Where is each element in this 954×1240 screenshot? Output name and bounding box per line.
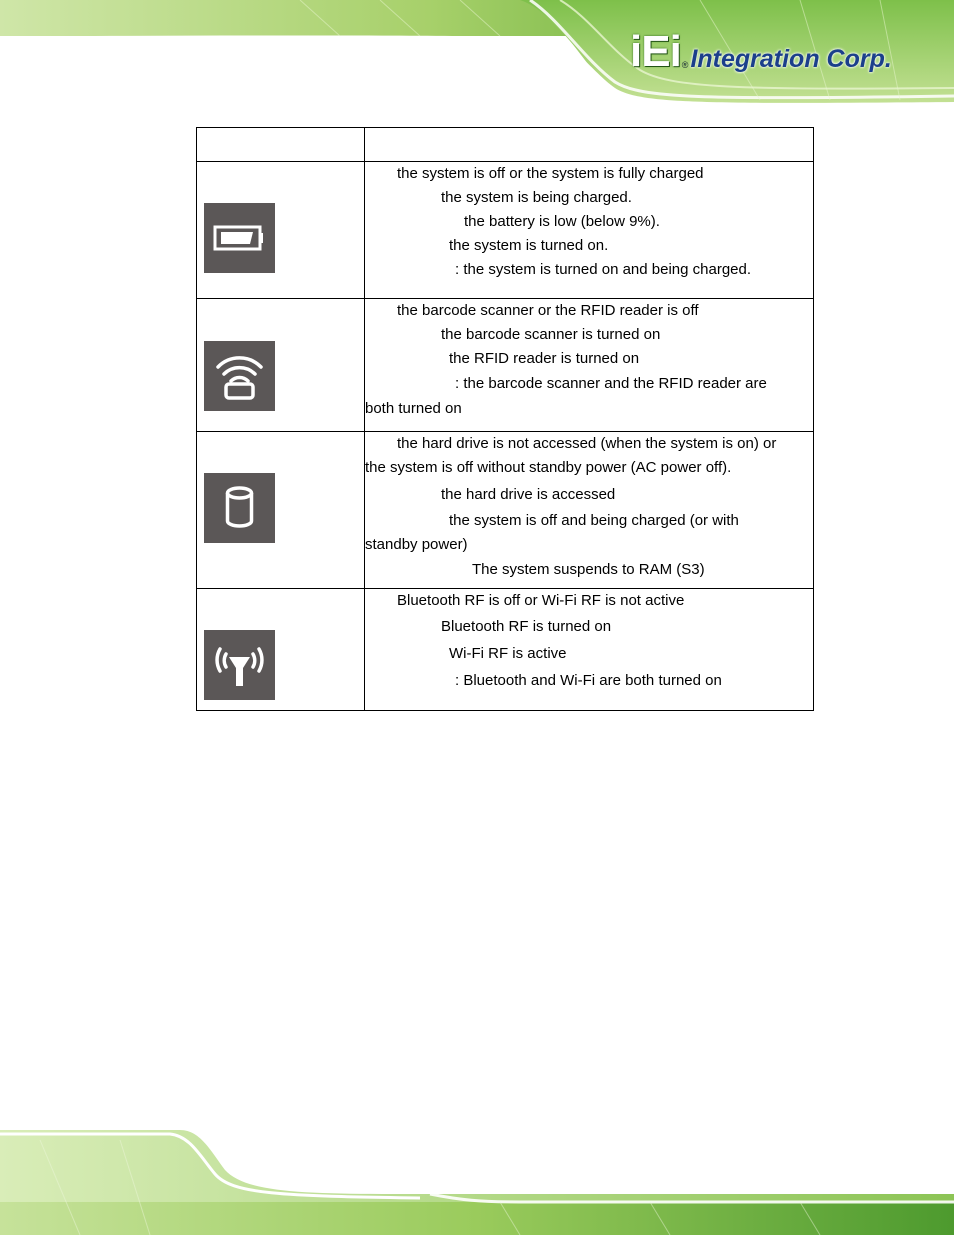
indicator-icon-cell: [197, 432, 365, 589]
indicator-icon-cell: [197, 589, 365, 711]
status-line: both turned on: [365, 400, 462, 417]
indicator-description-cell: [365, 432, 814, 589]
status-line: the barcode scanner is turned on: [441, 326, 661, 343]
status-line: : the barcode scanner and the RFID reader are: [455, 375, 767, 392]
status-line: the RFID reader is turned on: [449, 350, 640, 367]
status-line: Bluetooth RF is turned on: [441, 618, 612, 635]
status-line: the hard drive is not accessed (when the system is on) or: [397, 435, 777, 452]
status-line: the system is off and being charged (or with: [449, 511, 739, 529]
hard-drive-icon: [204, 473, 275, 543]
status-line: the barcode scanner or the RFID reader is off: [397, 302, 699, 319]
status-line: the battery is low (below 9%).: [464, 213, 660, 230]
indicator-icon-cell: [197, 162, 365, 299]
indicator-description-cell: [365, 162, 814, 299]
table-row: [197, 432, 814, 589]
status-line: Wi-Fi RF is active: [449, 645, 567, 662]
logo-wordmark: Integration Corp.: [690, 45, 892, 73]
status-line: : Bluetooth and Wi-Fi are both turned on: [455, 672, 722, 689]
status-line: : the system is turned on and being charged.: [455, 261, 752, 278]
status-line: The system suspends to RAM (S3): [472, 561, 705, 578]
table-row: [197, 589, 814, 711]
status-line: Bluetooth RF is off or Wi-Fi RF is not active: [397, 592, 685, 609]
status-line: the system is being charged.: [441, 189, 632, 206]
status-line: standby power): [365, 535, 468, 553]
logo-mark: iEi: [630, 27, 681, 76]
header-cell-icon: [197, 128, 365, 162]
footer-green-graphic: [0, 1130, 954, 1235]
indicator-description-cell: [365, 589, 814, 711]
status-line: the system is off without standby power (AC power off).: [365, 459, 732, 476]
battery-icon: [204, 203, 275, 273]
company-logo: [630, 26, 892, 74]
status-line: the system is turned on.: [449, 237, 609, 254]
logo-registered-mark: ®: [681, 60, 689, 70]
status-line: the system is off or the system is fully charged: [397, 165, 704, 182]
table-row: [197, 299, 814, 432]
barcode-rfid-icon: [204, 341, 275, 411]
page-footer-banner: [0, 1130, 954, 1235]
indicator-description-cell: [365, 299, 814, 432]
indicator-icon-cell: [197, 299, 365, 432]
status-line: the hard drive is accessed: [441, 485, 616, 503]
page-header-banner: [0, 0, 954, 112]
table-header-row: [197, 128, 814, 162]
wireless-antenna-icon: [204, 630, 275, 700]
header-cell-description: [365, 128, 814, 162]
table-row: [197, 162, 814, 299]
led-indicator-table: [196, 127, 814, 711]
